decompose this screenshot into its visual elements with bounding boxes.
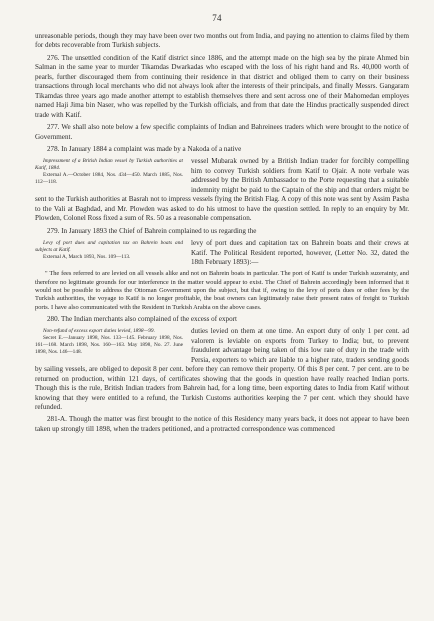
paragraph-280-lead: 280. The Indian merchants also complained of the excess of export	[47, 314, 237, 323]
marginal-note-reference: External A.—October 1884, Nos. 434—450. March 1885, Nos. 112—118.	[35, 172, 183, 186]
marginal-note-title: Levy of port dues and capitation tax on Bahrein boats and subjects at Katif.	[35, 240, 183, 254]
page-number: 74	[212, 13, 222, 23]
marginal-note-1898	[35, 328, 183, 356]
bottom-margin	[0, 621, 434, 640]
marginal-note-title: Non-refund of excess export duties levied, 1898—99.	[43, 328, 155, 335]
paragraph-279-lead: 279. In January 1893 the Chief of Bahrein complained to us regarding the	[47, 226, 257, 235]
paragraph-278-lead: 278. In January 1884 a complaint was made by a Nakoda of a native	[47, 144, 242, 153]
paragraph-277: 277. We shall also note below a few specific complaints of Indian and Bahreinees traders which were brought to the notice of Government.	[35, 123, 409, 141]
paragraph-278: vessel Mubarak owned by a British Indian trader for forcibly compelling him to convey Turkish soldiers from Katif to Ojair. A note verbale was addressed by the British Ambassador to the Porte requesting that a suitable indemnity might be paid to the Captain of the ship and that orders might be sent to the Turkish authorities at Basrah not to impress vessels flying the British Flag. A copy of this note was sent by Assim Pasha to the Vali at Baghdad, and Mr. Plowden was asked to do his utmost to have the question settled. In reply to an enquiry by Mr. Plowden, Colonel Ross fixed a sum of Rs. 50 as a reasonable compensation.	[35, 157, 409, 223]
marginal-note-reference: External A, March 1893, Nos. 109—113.	[43, 254, 131, 261]
marginal-note-1893	[35, 240, 183, 261]
marginal-note-title: Impressment of a British Indian vessel by Turkish authorities at Katif, 1884.	[35, 158, 183, 172]
paragraph-281a: 281-A. Though the matter was first brought to the notice of this Residency many years back, it does not appear to have been taken up strongly till 1898, when the traders petitioned, and a protracted correspondence was commenced	[35, 415, 409, 433]
paragraph-279: levy of port dues and capitation tax on Bahrein boats and their crews at Katif. The Political Resident reported, however, (Letter No. 32, dated the 18th February 1893):—	[191, 239, 409, 266]
quoted-letter: " The fees referred to are levied on all vessels alike and not on Bahrein boats in particular. The port of Katif is under Turkish suzerainty, and therefore no legitimate grounds for our interference in the matter would appear to exist. The Chief of Bahrein accordingly been informed that it would not be possible to address the Ottoman Government upon the subject, but that if, owing to the levy of ports dues or other fees by the Turkish authorities, the voyage to Katif is no longer profitable, the boat owners can legitimately raise their present rates of freight to Turkish ports. I have also communicated with the Resident in Turkish Arabia on the above cases.	[35, 270, 409, 311]
paragraph-280: duties levied on them at one time. An export duty of only 1 per cent. ad valorem is leviable on exports from Turkey to India; but, to prevent fraudulent advantage being taken of this low rate of duty in the trade with Persia, exporters to which are liable to a higher rate, traders sending goods by sailing vessels, are obliged to deposit 8 per cent. before they can remove their property. Of this 8 per cent. 7 per cent. are to be returned on production, within 121 days, of certificates showing that the goods in question have really reached Indian ports. Though this is the rule, British Indian traders from Bahrein had, for a long time, been exporting dates to India from Katif without knowing that they were entitled to a refund, the Turkish Customs authorities keeping the 7 per cent. which they should have refunded.	[35, 327, 409, 411]
body-text	[35, 32, 409, 437]
marginal-note-1884	[35, 158, 183, 186]
marginal-note-reference: Secret E.—January 1898, Nos. 133—145. February 1898, Nos. 161—168. March 1898, Nos. 160—163. May 1898, No. 27. June 1898, Nos. 146—148.	[35, 335, 183, 356]
paragraph-continued: unreasonable periods, though they may have been over two months out from India, and paying no attention to claims filed by them for debts recoverable from Turkish subjects.	[35, 32, 409, 50]
paragraph-276: 276. The unsettled condition of the Katif district since 1886, and the attempt made on the high sea by the pirate Ahmed bin Salman in the same year to murder Tikamdas Dwarkadas who escaped with the loss of his right hand and Rs. 40,000 worth of pearls, further discouraged them from continuing their residence in that district and obliged them to carry on their business transactions through local merchants who did not always look after the interests of their principals, and finally Messrs. Gangaram Tikamdas three years ago made another attempt to establish themselves there and sent across one of their Mahomedan employes named Haji Jima bin Naser, who was repelled by the Turkish officials, and from that date the Hindus practically suspended direct trade with Katif.	[35, 53, 409, 119]
